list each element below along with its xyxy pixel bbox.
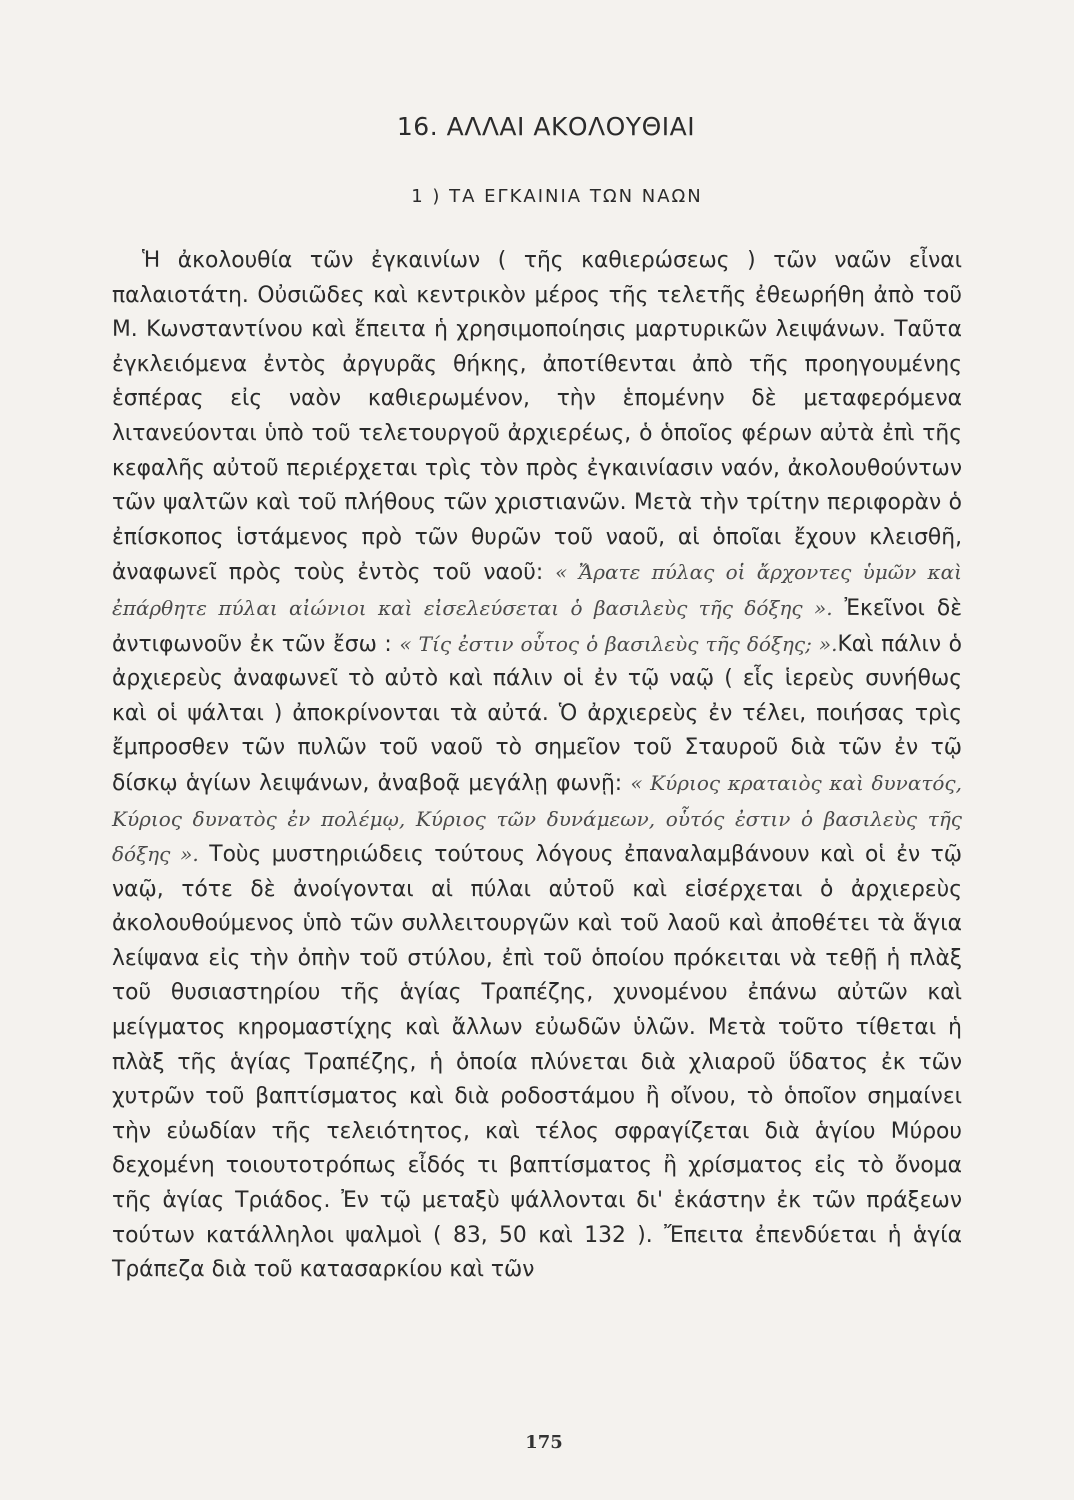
psalm-quote-3: « Κύριος κραταιὸς καὶ δυνατός, Κύριος δυνατὸς ἐν πολέμῳ, Κύριος τῶν δυνάμεων, οὗτός ἐστιν ὁ βασιλεὺς τῆς δόξης ». <box>112 770 962 867</box>
body-text-part-3: Καὶ πάλιν ὁ ἀρχιερεὺς ἀναφωνεῖ τὸ αὐτὸ καὶ πάλιν οἱ ἐν τῷ ναῷ ( εἷς ἱερεὺς συνήθως καὶ οἱ ψάλται ) ἀποκρίνονται τὰ αὐτά. Ὁ ἀρχιερεὺς ἐν τέλει, ποιήσας τρὶς ἔμπροσθεν τῶν πυλῶν τοῦ ναοῦ τὸ σημεῖον τοῦ Σταυροῦ διὰ τῶν ἐν τῷ δίσκῳ ἁγίων λειψάνων, ἀναβοᾷ μεγάλῃ φωνῇ: <box>112 631 963 796</box>
psalm-quote-1: « Ἄρατε πύλας οἱ ἄρχοντες ὑμῶν καὶ ἐπάρθητε πύλαι αἰώνιοι καὶ εἰσελεύσεται ὁ βασιλεὺς τῆς δόξης ». <box>112 560 962 620</box>
body-paragraph <box>112 244 962 1288</box>
section-title: 1 ) ΤΑ ΕΓΚΑΙΝΙΑ ΤΩΝ ΝΑΩΝ <box>411 186 703 207</box>
body-text-part-4: Τοὺς μυστηριώδεις τούτους λόγους ἐπαναλαμβάνουν καὶ οἱ ἐν τῷ ναῷ, τότε δὲ ἀνοίγονται αἱ πύλαι αὐτοῦ καὶ εἰσέρχεται ὁ ἀρχιερεὺς ἀκολουθούμενος ὑπὸ τῶν συλλειτουργῶν καὶ τοῦ λαοῦ καὶ ἀποθέτει τὰ ἅγια λείψανα εἰς τὴν ὀπὴν τοῦ στύλου, ἐπὶ τοῦ ὁποίου πρόκειται νὰ τεθῇ ἡ πλὰξ τοῦ θυσιαστηρίου τῆς ἁγίας Τραπέζης, χυνομένου ἐπάνω αὐτῶν καὶ μείγματος κηρομαστίχης καὶ ἄλλων εὐωδῶν ὑλῶν. Μετὰ τοῦτο τίθεται ἡ πλὰξ τῆς ἁγίας Τραπέζης, ἡ ὁποία πλύνεται διὰ χλιαροῦ ὕδατος ἐκ τῶν χυτρῶν τοῦ βαπτίσματος καὶ διὰ ροδοστάμου ἢ οἴνου, τὸ ὁποῖον σημαίνει τὴν εὐωδίαν τῆς τελειότητος, καὶ τέλος σφραγίζεται διὰ ἁγίου Μύρου δεχομένη τοιουτοτρόπως εἶδός τι βαπτίσματος ἢ χρίσματος εἰς τὸ ὄνομα τῆς ἁγίας Τριάδος. Ἐν τῷ μεταξὺ ψάλλονται δι' ἑκάστην ἐκ τῶν πράξεων τούτων κατάλληλοι ψαλμοὶ ( 83, 50 καὶ 132 ). Ἔπειτα ἐπενδύεται ἡ ἁγία Τράπεζα διὰ τοῦ κατασαρκίου καὶ τῶν <box>112 842 962 1283</box>
chapter-title: 16. ΑΛΛΑΙ ΑΚΟΛΟΥΘΙΑΙ <box>396 112 696 141</box>
body-text-part-2: Ἐκεῖνοι δὲ ἀντιφωνοῦν ἐκ τῶν ἔσω : <box>112 595 963 657</box>
psalm-quote-2: « Τίς ἐστιν οὗτος ὁ βασιλεὺς τῆς δόξης; ». <box>399 631 838 656</box>
page-number: 175 <box>525 1432 563 1453</box>
body-text-part-1: Ἡ ἀκολουθία τῶν ἐγκαινίων ( τῆς καθιερώσεως ) τῶν ναῶν εἶναι παλαιοτάτη. Οὐσιῶδες καὶ κεντρικὸν μέρος τῆς τελετῆς ἐθεωρήθη ἀπὸ τοῦ Μ. Κωνσταντίνου καὶ ἔπειτα ἡ χρησιμοποίησις μαρτυρικῶν λειψάνων. Ταῦτα ἐγκλειόμενα ἐντὸς ἀργυρᾶς θήκης, ἀποτίθενται ἀπὸ τῆς προηγουμένης ἑσπέρας εἰς ναὸν καθιερωμένον, τὴν ἑπομένην δὲ μεταφερόμενα λιτανεύονται ὑπὸ τοῦ τελετουργοῦ ἀρχιερέως, ὁ ὁποῖος φέρων αὐτὰ ἐπὶ τῆς κεφαλῆς αὐτοῦ περιέρχεται τρὶς τὸν πρὸς ἐγκαινίασιν ναόν, ἀκολουθούντων τῶν ψαλτῶν καὶ τοῦ πλήθους τῶν χριστιανῶν. Μετὰ τὴν τρίτην περιφορὰν ὁ ἐπίσκοπος ἱστάμενος πρὸ τῶν θυρῶν τοῦ ναοῦ, αἱ ὁποῖαι ἔχουν κλεισθῆ, ἀναφωνεῖ πρὸς τοὺς ἐντὸς τοῦ ναοῦ: <box>112 248 962 586</box>
